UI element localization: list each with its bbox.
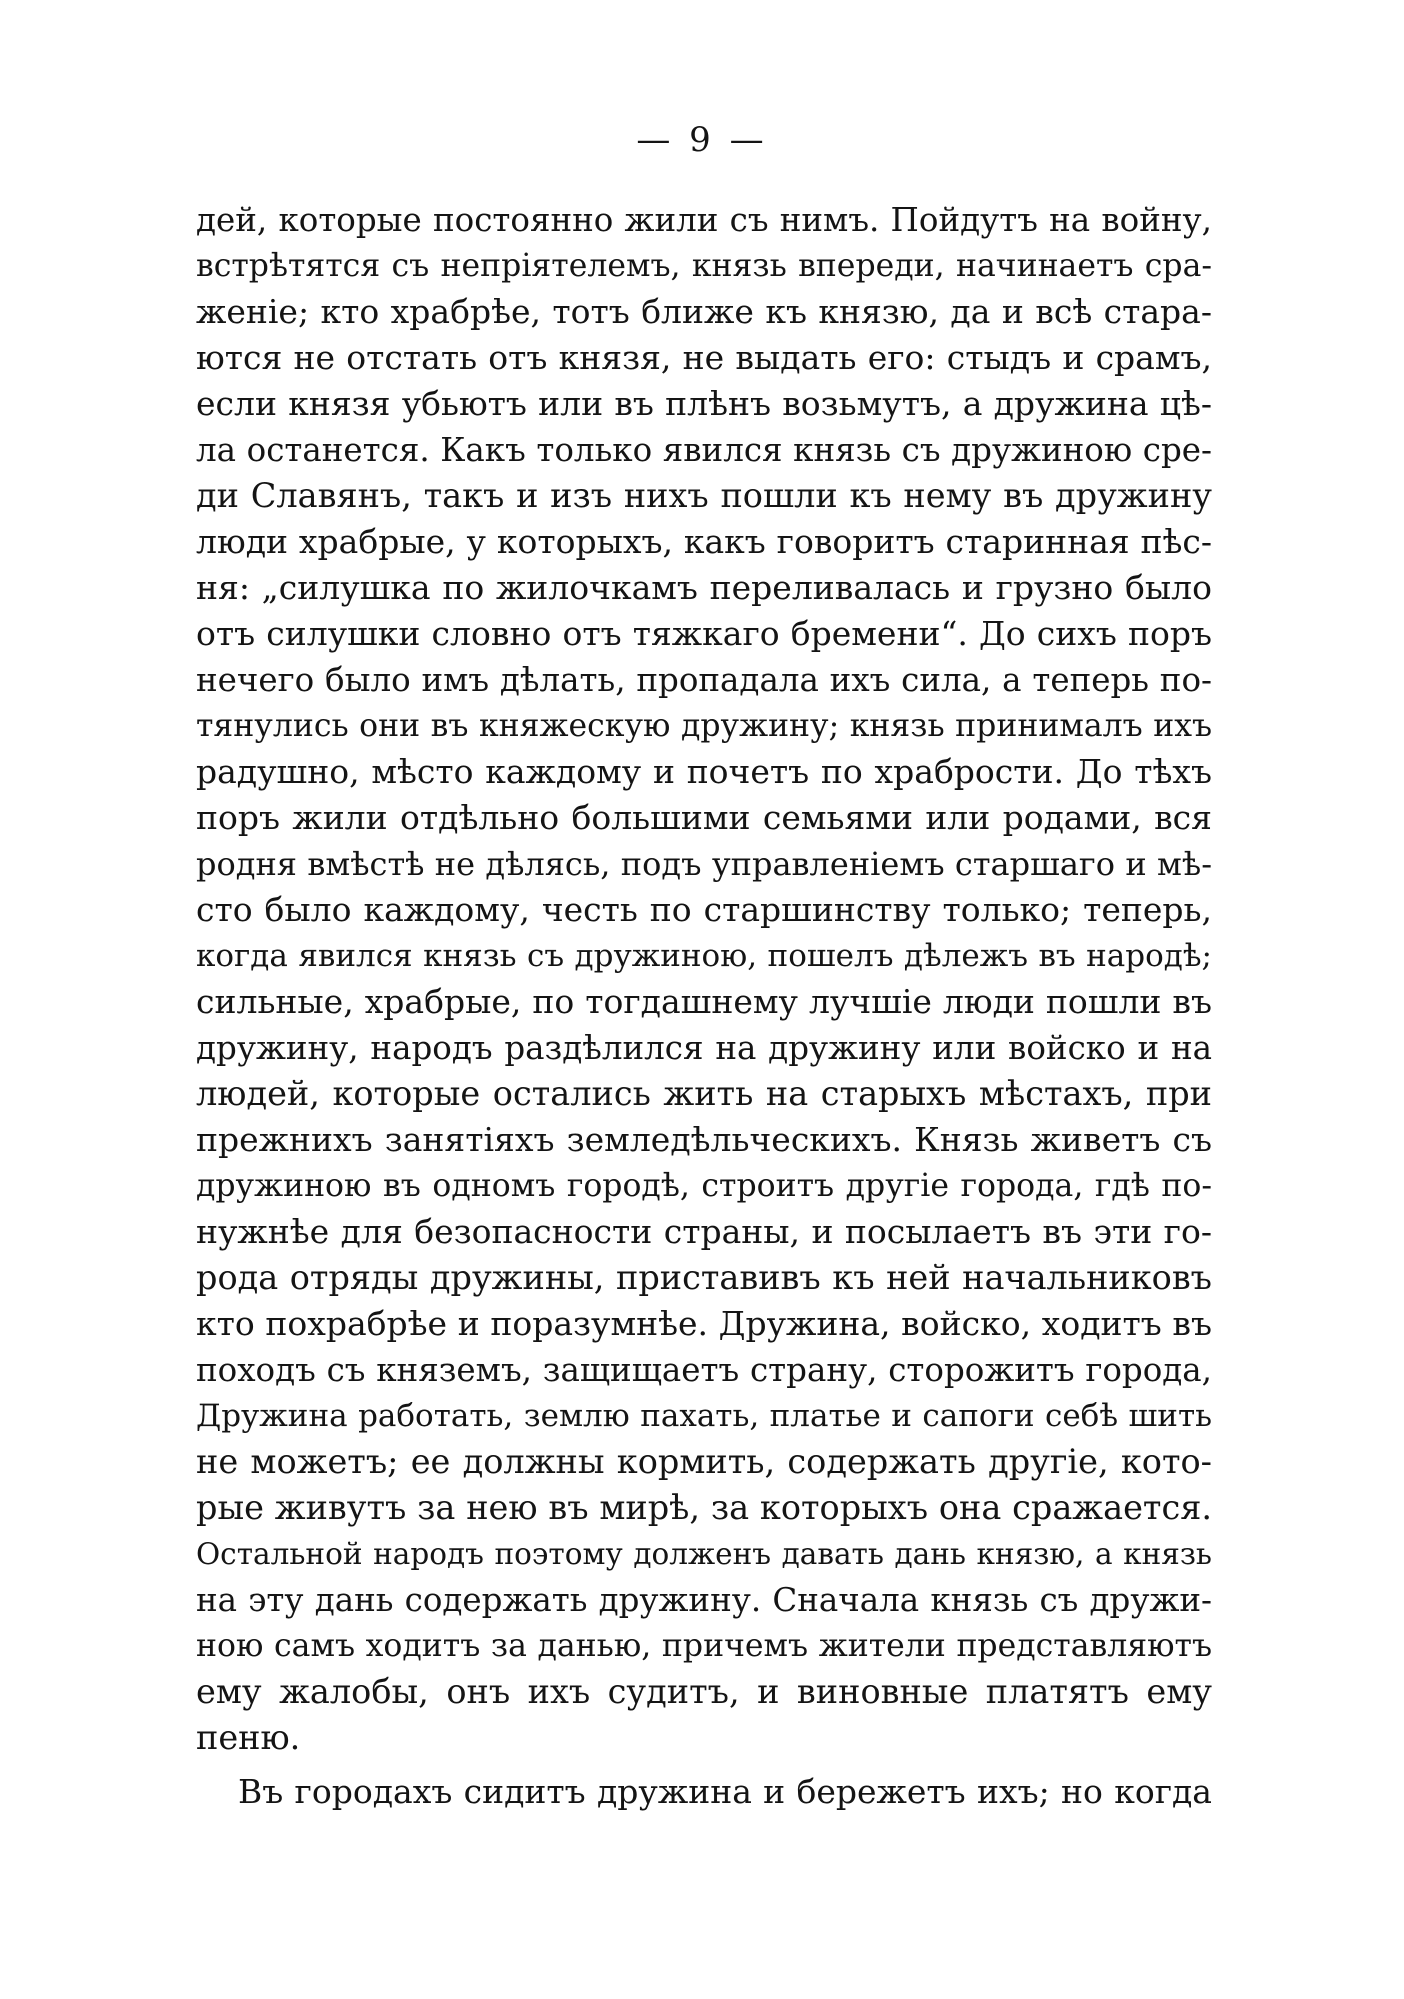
text-line: нужнѣе для безопасности страны, и посылаетъ въ эти го- <box>196 1212 1212 1251</box>
text-line: встрѣтятся съ непріятелемъ, князь впереди, начинаетъ сра- <box>196 248 1212 284</box>
text-line: отъ силушки словно отъ тяжкаго бремени“. До сихъ поръ <box>196 614 1212 653</box>
text-line: дружину, народъ раздѣлился на дружину или войско и на <box>196 1029 1212 1067</box>
text-line: сильные, храбрые, по тогдашнему лучшіе люди пошли въ <box>196 982 1212 1021</box>
text-line: люди храбрые, у которыхъ, какъ говоритъ старинная пѣс- <box>196 522 1212 561</box>
text-line: дружиною въ одномъ городѣ, строитъ другіе города, гдѣ по- <box>196 1168 1212 1204</box>
text-line: на эту дань содержать дружину. Сначала князь съ дружи- <box>196 1581 1212 1619</box>
text-line: нечего было имъ дѣлать, пропадала ихъ сила, а теперь по- <box>196 661 1212 699</box>
text-line: ему жалобы, онъ ихъ судитъ, и виновные платятъ ему <box>196 1672 1212 1711</box>
text-line: ня: „силушка по жилочкамъ переливалась и грузно было <box>196 568 1212 607</box>
text-line: не можетъ; ее должны кормить, содержать другіе, кото- <box>196 1442 1212 1481</box>
text-line: людей, которые остались жить на старыхъ мѣстахъ, при <box>196 1074 1212 1113</box>
text-line: женіе; кто храбрѣе, тотъ ближе къ князю, да и всѣ стара- <box>196 292 1212 331</box>
text-line: ла останется. Какъ только явился князь съ дружиною сре- <box>196 431 1212 469</box>
text-line: рода отряды дружины, приставивъ къ ней начальниковъ <box>196 1258 1212 1297</box>
text-line: дей, которые постоянно жили съ нимъ. Пойдутъ на войну, <box>196 201 1212 239</box>
text-line: радушно, мѣсто каждому и почетъ по храбрости. До тѣхъ <box>196 752 1212 791</box>
text-line: когда явился князь съ дружиною, пошелъ дѣлежъ въ народѣ; <box>196 938 1212 974</box>
paragraph-start-line: Въ городахъ сидитъ дружина и бережетъ ихъ; но когда <box>238 1772 1212 1811</box>
text-line: походъ съ княземъ, защищаетъ страну, сторожитъ города, <box>196 1351 1212 1389</box>
text-line: Дружина работать, землю пахать, платье и сапоги себѣ шить <box>196 1398 1212 1434</box>
text-line: ною самъ ходитъ за данью, причемъ жители представляютъ <box>196 1628 1212 1664</box>
page-number: — 9 — <box>636 120 768 160</box>
text-line: прежнихъ занятіяхъ земледѣльческихъ. Князь живетъ съ <box>196 1120 1212 1159</box>
text-line: тянулись они въ княжескую дружину; князь принималъ ихъ <box>196 708 1212 744</box>
text-line: Остальной народъ поэтому долженъ давать дань князю, а князь <box>196 1537 1212 1571</box>
text-line: рые живутъ за нею въ мирѣ, за которыхъ она сражается. <box>196 1488 1212 1527</box>
text-line: ди Славянъ, такъ и изъ нихъ пошли къ нему въ дружину <box>196 476 1212 515</box>
text-line: если князя убьютъ или въ плѣнъ возьмутъ, а дружина цѣ- <box>196 384 1212 423</box>
text-line: кто похрабрѣе и поразумнѣе. Дружина, войско, ходитъ въ <box>196 1304 1212 1343</box>
text-line: родня вмѣстѣ не дѣлясь, подъ управленіемъ старшаго и мѣ- <box>196 845 1212 883</box>
text-line: сто было каждому, честь по старшинству только; теперь, <box>196 890 1212 929</box>
text-line: поръ жили отдѣльно большими семьями или родами, вся <box>196 798 1212 837</box>
text-line: пеню. <box>196 1718 301 1757</box>
text-line: ются не отстать отъ князя, не выдать его: стыдъ и срамъ, <box>196 338 1212 377</box>
